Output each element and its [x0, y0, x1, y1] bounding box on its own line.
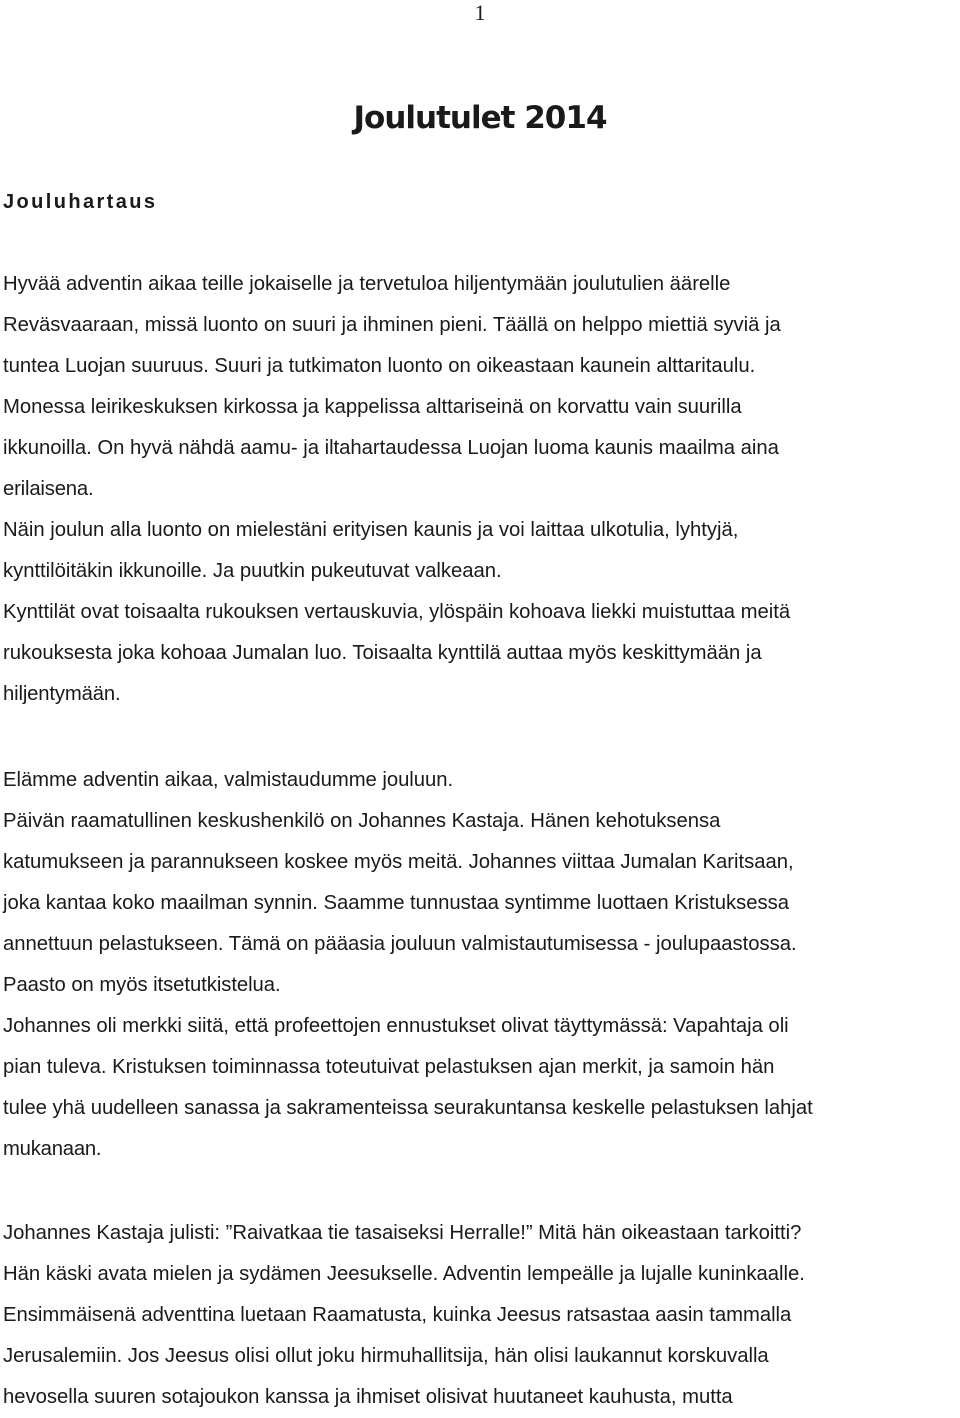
paragraph-line: hevosella suuren sotajoukon kanssa ja ihmiset olisivat huutaneet kauhusta, mutta — [3, 1386, 733, 1408]
paragraph-line: Hän käski avata mielen ja sydämen Jeesukselle. Adventin lempeälle ja lujalle kuninkaalle. — [3, 1263, 805, 1285]
paragraph-line: Ensimmäisenä adventtina luetaan Raamatusta, kuinka Jeesus ratsastaa aasin tammalla — [3, 1304, 792, 1326]
paragraph-line: kynttilöitäkin ikkunoille. Ja puutkin pukeutuvat valkeaan. — [3, 560, 502, 582]
paragraph-line: Johannes Kastaja julisti: ”Raivatkaa tie tasaiseksi Herralle!” Mitä hän oikeastaan tarkoitti? — [3, 1222, 802, 1244]
paragraph-line: Elämme adventin aikaa, valmistaudumme jouluun. — [3, 769, 454, 791]
paragraph-line: katumukseen ja parannukseen koskee myös meitä. Johannes viittaa Jumalan Karitsaan, — [3, 851, 794, 873]
paragraph-johannes — [3, 1213, 960, 1418]
paragraph-line: erilaisena. — [3, 478, 94, 500]
paragraph-line: ikkunoilla. On hyvä nähdä aamu- ja iltahartaudessa Luojan luoma kaunis maailma aina — [3, 437, 779, 459]
paragraph-intro — [3, 264, 960, 715]
page-number: 1 — [474, 0, 486, 25]
paragraph-line: annettuun pelastukseen. Tämä on pääasia jouluun valmistautumisessa - joulupaastossa. — [3, 933, 797, 955]
paragraph-line: Päivän raamatullinen keskushenkilö on Johannes Kastaja. Hänen kehotuksensa — [3, 810, 721, 832]
paragraph-line: Hyvää adventin aikaa teille jokaiselle ja tervetuloa hiljentymään joulutulien äärelle — [3, 273, 731, 295]
paragraph-advent — [3, 760, 960, 1170]
paragraph-line: Monessa leirikeskuksen kirkossa ja kappelissa alttariseinä on korvattu vain suurilla — [3, 396, 742, 418]
paragraph-line: Näin joulun alla luonto on mielestäni erityisen kaunis ja voi laittaa ulkotulia, lyhtyjä, — [3, 519, 739, 541]
document-subtitle: Jouluhartaus — [3, 191, 158, 213]
paragraph-line: rukouksesta joka kohoaa Jumalan luo. Toisaalta kynttilä auttaa myös keskittymään ja — [3, 642, 762, 664]
paragraph-line: Reväsvaaraan, missä luonto on suuri ja ihminen pieni. Täällä on helppo miettiä syviä ja — [3, 314, 781, 336]
paragraph-line: Paasto on myös itsetutkistelua. — [3, 974, 281, 996]
paragraph-line: hiljentymään. — [3, 683, 121, 705]
paragraph-line: mukanaan. — [3, 1138, 102, 1160]
paragraph-line: Jerusalemiin. Jos Jeesus olisi ollut joku hirmuhallitsija, hän olisi laukannut korskuvalla — [3, 1345, 769, 1367]
paragraph-line: pian tuleva. Kristuksen toiminnassa toteutuivat pelastuksen ajan merkit, ja samoin hän — [3, 1056, 775, 1078]
paragraph-line: joka kantaa koko maailman synnin. Saamme tunnustaa syntimme luottaen Kristuksessa — [3, 892, 789, 914]
paragraph-line: Johannes oli merkki siitä, että profeettojen ennustukset olivat täyttymässä: Vapahtaja oli — [3, 1015, 789, 1037]
paragraph-line: tuntea Luojan suuruus. Suuri ja tutkimaton luonto on oikeastaan kaunein alttaritaulu. — [3, 355, 756, 377]
paragraph-line: Kynttilät ovat toisaalta rukouksen vertauskuvia, ylöspäin kohoava liekki muistuttaa meitä — [3, 601, 791, 623]
document-title: Joulutulet 2014 — [353, 100, 607, 136]
paragraph-line: tulee yhä uudelleen sanassa ja sakramenteissa seurakuntansa keskelle pelastuksen lahjat — [3, 1097, 813, 1119]
